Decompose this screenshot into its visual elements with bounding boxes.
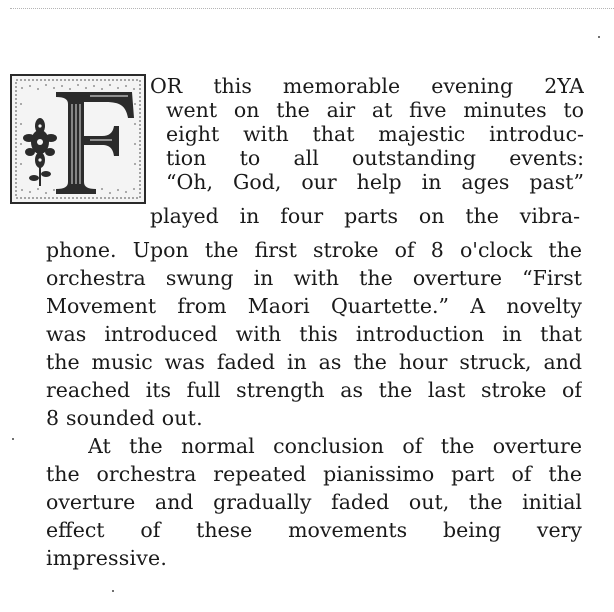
body-line-3: eight with that majestic introduc- [166,122,584,146]
body-line-4: tion to all outstanding events: [166,146,584,170]
top-rule [10,8,614,9]
body-line-14: At the normal conclusion of the overture [88,434,582,458]
body-line-9: Movement from Maori Quartette.” A novelty [46,294,582,318]
body-line-7: phone. Upon the first stroke of 8 o'clock the [46,238,582,262]
drop-cap-initial [10,74,146,204]
body-line-13: 8 sounded out. [46,406,203,430]
body-line-1: OR this memorable evening 2YA [150,74,584,98]
body-line-18: impressive. [46,546,168,570]
scan-speck [12,438,14,440]
body-line-11: the music was faded in as the hour struck, and [46,350,582,374]
body-line-8: orchestra swung in with the overture “First [46,266,582,290]
body-line-12: reached its full strength as the last stroke of [46,378,582,402]
body-line-6: played in four parts on the vibra- [150,204,580,228]
body-line-15: the orchestra repeated pianissimo part of the [46,462,582,486]
body-line-2: went on the air at five minutes to [166,98,584,122]
scan-speck [598,36,600,38]
body-line-5: “Oh, God, our help in ages past” [166,170,584,194]
body-line-17: effect of these movements being very [46,518,582,542]
body-line-10: was introduced with this introduction in that [46,322,582,346]
scan-speck [112,590,114,592]
body-line-16: overture and gradually faded out, the initial [46,490,582,514]
